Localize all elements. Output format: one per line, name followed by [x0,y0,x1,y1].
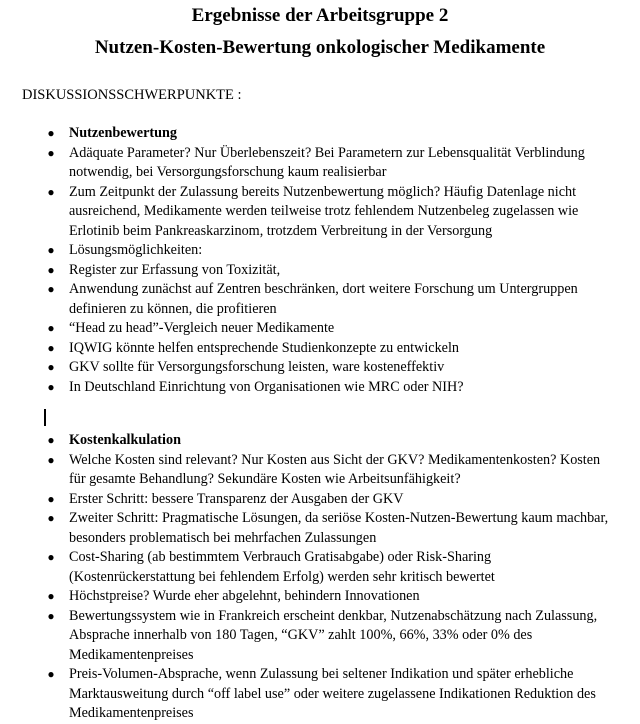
document-subtitle: Nutzen-Kosten-Bewertung onkologischer Medikamente [94,37,546,58]
bullet-list-nutzenbewertung [0,124,640,397]
list-item-text: GKV sollte für Versorgungsforschung leisten, ware kosteneffektiv [69,359,445,375]
list-item [0,241,640,261]
text-cursor [44,409,46,426]
section-heading-text: Nutzenbewertung [69,125,177,141]
bullet-icon: ● [47,360,55,374]
bullet-icon: ● [47,262,55,277]
list-item-text: Zum Zeitpunkt der Zulassung bereits Nutzenbewertung möglich? Häufig Datenlage nicht ausreichend, Medikamente werden teilweise trotz fehlendem Nutzenbeleg zugelassen wie Erlotinib beim Pankreaskarzinom, trotzdem Verbreitung in der Versorgung [69,183,579,239]
list-item [0,490,640,510]
list-item-text: Erster Schritt: bessere Transparenz der Ausgaben der GKV [69,490,404,507]
bullet-list-kostenkalkulation [0,431,640,724]
bullet-icon: ● [47,608,55,623]
list-item [0,665,640,724]
bullet-icon: ● [47,511,55,525]
list-item [0,378,640,398]
bullet-icon: ● [47,433,55,447]
bullet-icon: ● [47,491,55,506]
section-heading-item [0,124,640,144]
bullet-icon: ● [47,340,55,355]
list-item [0,183,640,242]
list-item-text: Lösungsmöglichkeiten: [69,242,203,258]
bullet-icon: ● [47,184,55,199]
bullet-icon: ● [47,243,55,257]
bullet-icon: ● [47,282,55,296]
list-item [0,144,640,183]
list-item [0,280,640,319]
list-item-text: Anwendung zunächst auf Zentren beschränken, dort weitere Forschung um Untergruppen definieren zu können, die profitieren [69,281,578,317]
list-item-text: IQWIG könnte helfen entsprechende Studienkonzepte zu entwickeln [69,339,460,356]
bullet-icon: ● [47,667,55,681]
list-item [0,451,640,490]
list-item-text: “Head zu head”-Vergleich neuer Medikamente [69,320,335,336]
discussion-heading: DISKUSSIONSSCHWERPUNKTE : [22,87,242,103]
section-heading-item [0,431,640,451]
list-item-text: Welche Kosten sind relevant? Nur Kosten aus Sicht der GKV? Medikamentenkosten? Kosten für gesamte Behandlung? Sekundäre Kosten wie Arbeitsunfähigkeit? [69,451,601,487]
list-item [0,319,640,339]
section-heading-text: Kostenkalkulation [69,432,181,448]
list-item [0,358,640,378]
list-item-text: Zweiter Schritt: Pragmatische Lösungen, da seriöse Kosten-Nutzen-Bewertung kaum machbar, besonders problematisch bei mehrfachen Zulassungen [69,510,609,546]
bullet-icon: ● [47,452,55,467]
list-item [0,607,640,666]
list-item [0,339,640,359]
bullet-icon: ● [47,145,55,160]
list-item-text: Bewertungssystem wie in Frankreich erscheint denkbar, Nutzenabschätzung nach Zulassung, Absprache innerhalb von 180 Tagen, “GKV” zahlt 100%, 66%, 33% oder 0% des Medikamentenpreises [69,607,598,663]
list-item-text: Höchstpreise? Wurde eher abgelehnt, behindern Innovationen [69,588,420,604]
list-item [0,548,640,587]
document-title: Ergebnisse der Arbeitsgruppe 2 [191,5,449,26]
list-item-text: Preis-Volumen-Absprache, wenn Zulassung bei seltener Indikation und später erhebliche Marktausweitung durch “off label use” oder weitere zugelassene Indikationen Reduktion des Medikamentenpreises [69,666,596,721]
list-item-text: Adäquate Parameter? Nur Überlebenszeit? Bei Parametern zur Lebensqualität Verblindung notwendig, bei Versorgungsforschung kaum realisierbar [69,144,585,180]
list-item [0,587,640,607]
bullet-icon: ● [47,550,55,564]
list-item-text: In Deutschland Einrichtung von Organisationen wie MRC oder NIH? [69,378,464,395]
bullet-icon: ● [47,126,55,140]
list-item-text: Register zur Erfassung von Toxizität, [69,261,281,278]
bullet-icon: ● [47,321,55,335]
list-item [0,509,640,548]
list-item-text: Cost-Sharing (ab bestimmtem Verbrauch Gratisabgabe) oder Risk-Sharing (Kostenrückerstattung bei fehlendem Erfolg) werden sehr kritisch bewertet [69,549,495,585]
bullet-icon: ● [47,589,55,603]
list-item [0,261,640,281]
bullet-icon: ● [47,379,55,394]
